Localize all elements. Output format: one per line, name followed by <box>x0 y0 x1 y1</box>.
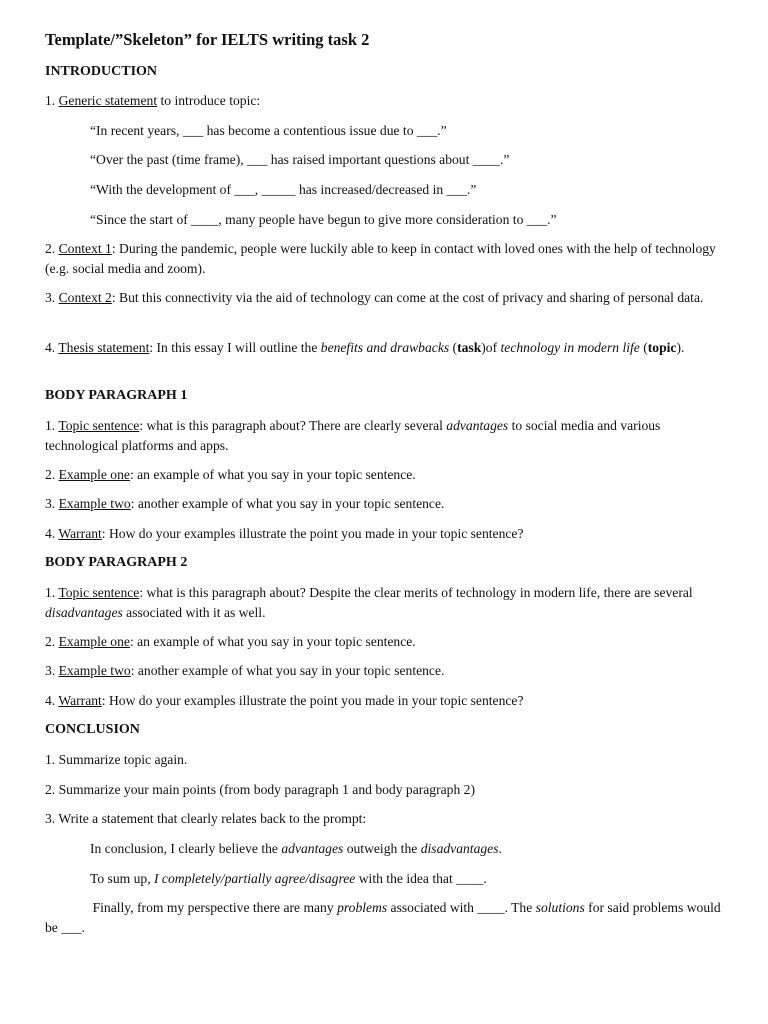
body2-item-topic-sentence <box>45 583 728 622</box>
underlined-term: Thesis statement <box>58 340 150 355</box>
text-segment: : How do your examples illustrate the point you made in your topic sentence? <box>101 693 524 708</box>
text-segment: 3. <box>45 290 59 305</box>
intro-item-thesis-statement <box>45 338 728 358</box>
body2-item-example-two <box>45 661 728 681</box>
underlined-term: Warrant <box>58 526 102 541</box>
italic-term: technology in modern life <box>500 340 640 355</box>
text-segment: for said problems would be ___. <box>45 900 721 935</box>
text-segment: In conclusion, I clearly believe the <box>90 841 282 856</box>
text-segment: : another example of what you say in your topic sentence. <box>130 496 445 511</box>
text-segment: associated with it as well. <box>122 604 266 620</box>
underlined-term: Topic sentence <box>58 418 140 433</box>
conclusion-example-sentence-1 <box>90 839 728 859</box>
text-segment: Finally, from my perspective there are many <box>45 900 338 915</box>
text-segment: 1. <box>45 93 59 108</box>
text-segment: “Over the past (time frame), ___ has raised important questions about ____.” <box>90 152 510 167</box>
heading-body-paragraph-2: BODY PARAGRAPH 2 <box>45 555 188 570</box>
text-segment: “In recent years, ___ has become a contentious issue due to ___.” <box>90 123 447 138</box>
text-segment: to introduce topic: <box>157 93 261 108</box>
text-segment: outweigh the <box>343 841 421 856</box>
heading-body-paragraph-1: BODY PARAGRAPH 1 <box>45 388 188 403</box>
text-segment: . <box>498 841 502 856</box>
conclusion-item-summarize-topic <box>45 750 728 770</box>
intro-item-context-2 <box>45 288 728 308</box>
body2-item-warrant <box>45 691 728 711</box>
text-segment: 1. <box>45 585 59 600</box>
text-segment: “With the development of ___, _____ has increased/decreased in ___.” <box>90 182 477 197</box>
underlined-term: Warrant <box>58 693 102 708</box>
body2-item-example-one <box>45 632 728 652</box>
italic-term: disadvantages <box>420 841 499 856</box>
text-segment: ( <box>449 340 458 355</box>
text-segment: 4. <box>45 526 59 541</box>
intro-item-generic-statement <box>45 91 728 111</box>
text-segment: 4. <box>45 693 59 708</box>
text-segment: 2. Summarize your main points (from body paragraph 1 and body paragraph 2) <box>45 782 475 797</box>
text-segment: : In this essay I will outline the <box>149 340 321 355</box>
text-segment: 1. <box>45 418 59 433</box>
text-segment: 2. <box>45 467 59 482</box>
text-segment: ). <box>676 340 685 355</box>
text-segment: : How do your examples illustrate the point you made in your topic sentence? <box>101 526 524 541</box>
body1-item-topic-sentence <box>45 416 728 455</box>
text-segment: with the idea that ____. <box>355 871 487 886</box>
italic-term: disadvantages <box>45 604 123 620</box>
intro-example-sentence-4 <box>90 210 728 230</box>
underlined-term: Example one <box>58 634 130 649</box>
conclusion-item-summarize-points <box>45 780 728 800</box>
text-segment: 3. <box>45 496 59 511</box>
text-segment: ( <box>639 340 648 355</box>
bold-term: task <box>457 340 482 355</box>
italic-term: advantages <box>281 841 344 856</box>
text-segment: : another example of what you say in your topic sentence. <box>130 663 445 678</box>
text-segment: To sum up, <box>90 871 154 886</box>
underlined-term: Example one <box>58 467 130 482</box>
intro-example-sentence-3 <box>90 180 728 200</box>
italic-term: problems <box>337 900 388 915</box>
body1-item-example-one <box>45 465 728 485</box>
text-segment: : But this connectivity via the aid of technology can come at the cost of privacy and sharing of personal data. <box>111 290 704 305</box>
intro-example-sentence-1 <box>90 121 728 141</box>
text-segment: 2. <box>45 241 59 256</box>
text-segment: : what is this paragraph about? Despite the clear merits of technology in modern life, there are several <box>139 585 693 600</box>
text-segment: 3. <box>45 663 59 678</box>
intro-example-sentence-2 <box>90 150 728 170</box>
bold-term: topic <box>647 340 677 355</box>
italic-term: solutions <box>535 900 585 915</box>
underlined-term: Example two <box>58 496 131 511</box>
italic-term: I completely/partially agree/disagree <box>154 871 356 886</box>
document-title: Template/”Skeleton” for IELTS writing task 2 <box>45 30 370 49</box>
text-segment: 3. Write a statement that clearly relates back to the prompt: <box>45 811 367 826</box>
text-segment: to social media and various technological platforms and apps. <box>45 418 661 453</box>
heading-introduction: INTRODUCTION <box>45 64 158 79</box>
body1-item-example-two <box>45 494 728 514</box>
text-segment: associated with ____. The <box>387 900 536 915</box>
underlined-term: Context 1 <box>58 241 112 256</box>
text-segment: 1. Summarize topic again. <box>45 752 188 767</box>
italic-term: benefits and drawbacks <box>320 340 450 355</box>
conclusion-example-sentence-2 <box>90 869 728 889</box>
underlined-term: Generic statement <box>58 93 158 108</box>
intro-item-context-1 <box>45 239 728 278</box>
text-segment: : an example of what you say in your topic sentence. <box>129 634 416 649</box>
text-segment: 4. <box>45 340 59 355</box>
body1-item-warrant <box>45 524 728 544</box>
text-segment: : what is this paragraph about? There are clearly several <box>139 418 447 433</box>
heading-conclusion: CONCLUSION <box>45 722 140 737</box>
text-segment: “Since the start of ____, many people have begun to give more consideration to ___.” <box>90 212 557 227</box>
underlined-term: Context 2 <box>58 290 112 305</box>
text-segment: 2. <box>45 634 59 649</box>
underlined-term: Example two <box>58 663 131 678</box>
italic-term: advantages <box>446 418 509 433</box>
conclusion-item-relate-prompt <box>45 809 728 829</box>
conclusion-example-sentence-3 <box>45 898 728 937</box>
text-segment: : During the pandemic, people were luckily able to keep in contact with loved ones with the help of technology (e.g. social media and zoom). <box>45 241 716 276</box>
underlined-term: Topic sentence <box>58 585 140 600</box>
text-segment: )of <box>481 340 501 355</box>
text-segment: : an example of what you say in your topic sentence. <box>129 467 416 482</box>
